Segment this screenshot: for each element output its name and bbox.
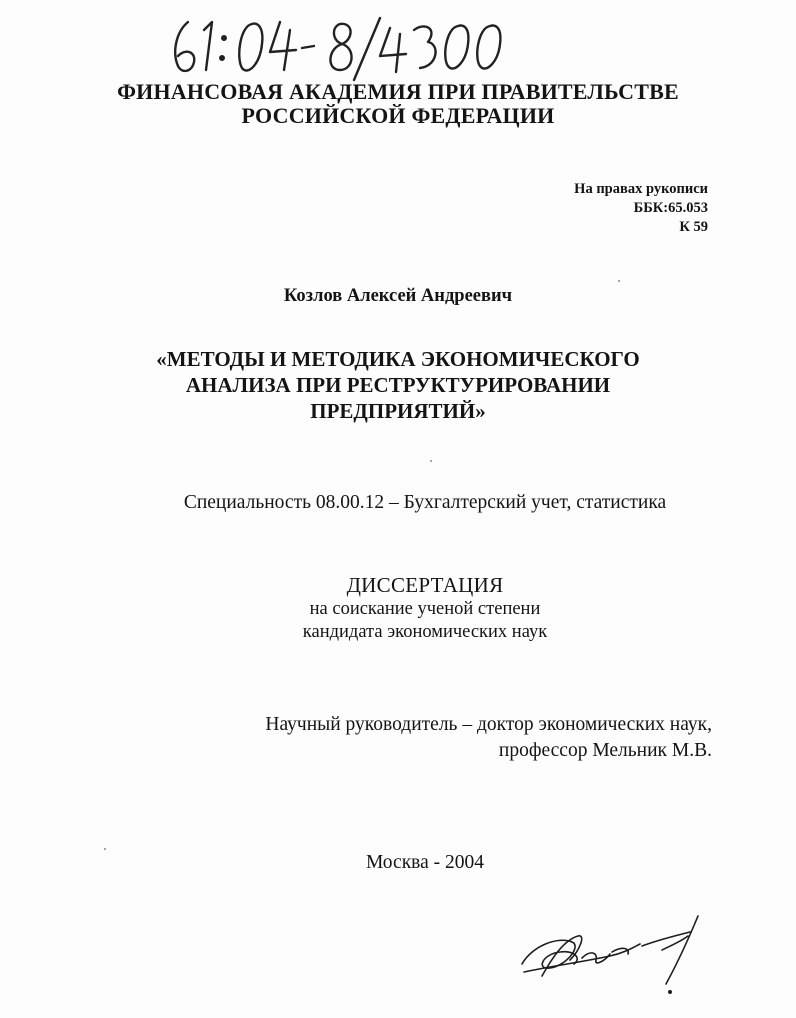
institution-name <box>0 80 796 128</box>
degree-line-1: на соискание ученой степени <box>309 599 541 619</box>
institution-line-2: РОССИЙСКОЙ ФЕДЕРАЦИИ <box>241 103 555 128</box>
degree-line-2: кандидата экономических наук <box>302 622 548 642</box>
scan-speck <box>618 280 620 282</box>
manuscript-rights-label: На правах рукописи <box>574 181 708 197</box>
supervisor-line-1: Научный руководитель – доктор экономических наук, <box>265 714 712 735</box>
handwritten-archive-code <box>168 14 508 84</box>
thesis-title-line-1: «МЕТОДЫ И МЕТОДИКА ЭКОНОМИЧЕСКОГО <box>156 347 640 371</box>
bbk-code: ББК:65.053 <box>633 200 708 216</box>
author-name: Козлов Алексей Андреевич <box>283 286 513 306</box>
scan-speck <box>430 460 432 462</box>
manuscript-rights-block <box>574 180 708 237</box>
supervisor-block <box>265 712 712 764</box>
dissertation-block <box>0 572 796 644</box>
specialty-line: Специальность 08.00.12 – Бухгалтерский учет, статистика <box>183 492 667 513</box>
author-mark: К 59 <box>679 219 708 235</box>
institution-line-1: ФИНАНСОВАЯ АКАДЕМИЯ ПРИ ПРАВИТЕЛЬСТВЕ <box>117 79 679 104</box>
handwritten-signature <box>512 906 712 998</box>
place-and-year: Москва - 2004 <box>365 852 485 873</box>
thesis-title-line-2: АНАЛИЗА ПРИ РЕСТРУКТУРИРОВАНИИ <box>185 373 611 397</box>
supervisor-line-2: профессор Мельник М.В. <box>498 740 712 761</box>
scan-speck <box>104 848 106 850</box>
thesis-title-line-3: ПРЕДПРИЯТИЙ» <box>310 399 486 423</box>
thesis-title <box>0 346 796 424</box>
dissertation-heading: ДИССЕРТАЦИЯ <box>346 573 504 597</box>
